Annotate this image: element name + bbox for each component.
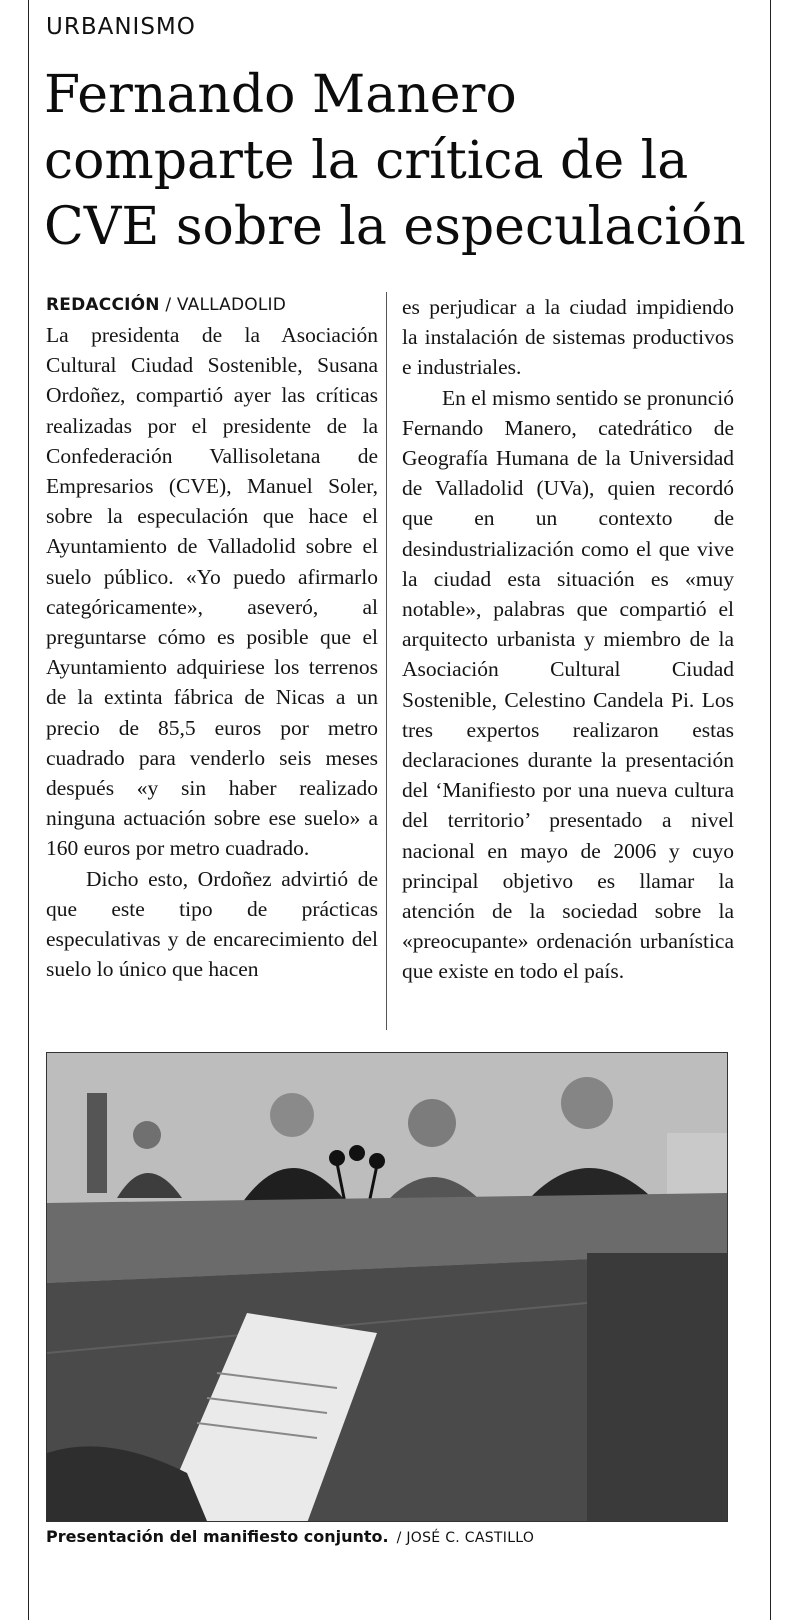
press-photo-illustration	[47, 1053, 727, 1521]
headline-line-2: comparte la crítica de la	[44, 131, 689, 191]
article-column-1	[46, 292, 378, 984]
byline-author: REDACCIÓN	[46, 295, 160, 315]
article-column-2	[402, 292, 734, 987]
press-photo	[46, 1052, 728, 1522]
paragraph-2-end: es perjudicar a la ciudad impidiendo la instalación de sistemas productivos e industriales.	[402, 295, 734, 380]
paragraph-3: En el mismo sentido se pronunció Fernando Manero, catedrático de Geografía Humana de la Universidad de Valladolid (UVa), quien recordó que en un contexto de desindustrialización como el que vive la ciudad esta situación es «muy notable», palabras que compartió el arquitecto urbanista y miembro de la Asociación Cultural Ciudad Sostenible, Celestino Candela Pi. Los tres expertos realizaron estas declaraciones durante la presentación del ‘Manifiesto por una nueva cultura del territorio’ presentado a nivel nacional en mayo de 2006 y cuyo principal objetivo es llamar la atención de la sociedad sobre la «preocupante» ordenación urbanística que existe en todo el país.	[402, 385, 735, 984]
headline-line-1: Fernando Manero	[44, 65, 517, 125]
byline-place: VALLADOLID	[176, 295, 287, 315]
photo-caption	[46, 1527, 534, 1546]
headline	[44, 62, 764, 260]
right-page-border	[770, 0, 771, 1620]
caption-text: Presentación del manifiesto conjunto.	[46, 1527, 389, 1546]
column-divider	[386, 292, 387, 1030]
headline-line-3: CVE sobre la especulación	[44, 197, 746, 257]
left-page-border	[28, 0, 29, 1620]
byline	[46, 292, 378, 318]
byline-separator: /	[159, 295, 177, 315]
paragraph-1: La presidenta de la Asociación Cultural Ciudad Sostenible, Susana Ordoñez, compartió ayer las críticas realizadas por el presidente de la Confederación Vallisoletana de Empresarios (CVE), Manuel Soler, sobre la especulación que hace el Ayuntamiento de Valladolid sobre el suelo público. «Yo puedo afirmarlo categóricamente», aseveró, al preguntarse cómo es posible que el Ayuntamiento adquiriese los terrenos de la extinta fábrica de Nicas a un precio de 85,5 euros por metro cuadrado para venderlo seis meses después «y sin haber realizado ninguna actuación sobre ese suelo» a 160 euros por metro cuadrado.	[46, 323, 378, 861]
section-label: URBANISMO	[46, 14, 196, 40]
paragraph-2-start: Dicho esto, Ordoñez advirtió de que este tipo de prácticas especulativas y de encarecimiento del suelo lo único que hacen	[46, 866, 378, 982]
caption-credit: / JOSÉ C. CASTILLO	[396, 1530, 535, 1546]
